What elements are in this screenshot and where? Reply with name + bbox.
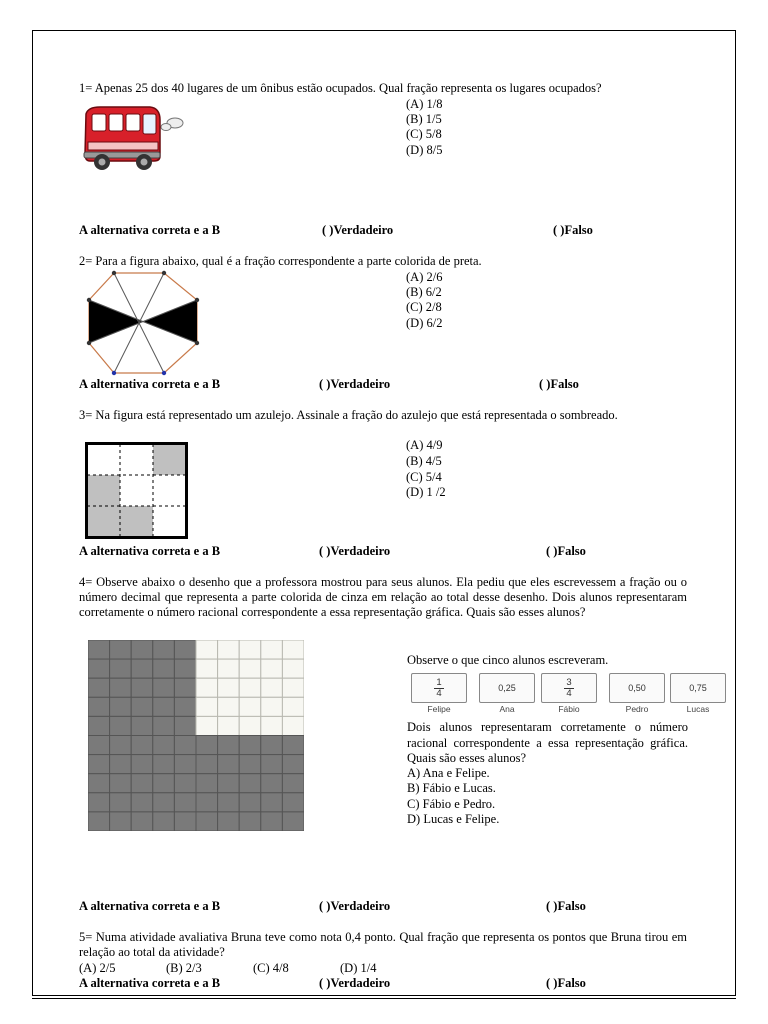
grid-cell-gray [218,774,240,793]
grid-cell-gray [88,678,110,697]
grid-cell-gray [174,793,196,812]
grid-cell-white [282,678,304,697]
q5-text: 5= Numa atividade avaliativa Bruna teve como nota 0,4 ponto. Qual fração que representa os pontos que Bruna tirou em relação ao total da atividade? [79,930,687,959]
card-fabio-numerator: 3 [566,676,572,688]
grid-cell-gray [282,755,304,774]
grid-cell-gray [153,812,175,831]
grid-cell-white [261,640,283,659]
card-pedro-name: Pedro [625,704,649,714]
grid-cell-white [261,716,283,735]
q5-false-option[interactable]: ( )Falso [546,976,586,990]
q3-answer-statement: A alternativa correta e a B [79,544,221,558]
grid-cell-gray [110,774,132,793]
grid-cell-gray [153,736,175,755]
octagon-figure [84,268,204,378]
grid-cell-white [196,678,218,697]
grid-cell-gray [239,812,261,831]
grid-cell-white [196,640,218,659]
grid-cell-gray [239,793,261,812]
grid-cell-gray [239,774,261,793]
grid-cell-gray [88,812,110,831]
grid-cell-white [282,640,304,659]
grid-cell-white [239,659,261,678]
grid-cell-gray [261,793,283,812]
q2-option-a: (A) 2/6 [406,270,443,284]
bus-illustration [80,104,188,174]
grid-cell-gray [196,793,218,812]
q5-true-option[interactable]: ( )Verdadeiro [319,976,391,990]
grid-cell-gray [218,793,240,812]
grid-cell-gray [282,774,304,793]
grid-cell-gray [218,812,240,831]
grid-cell-white [218,659,240,678]
card-felipe [411,673,467,703]
grid-cell-white [261,659,283,678]
grid-cell-gray [110,716,132,735]
grid-cell-white [261,697,283,716]
grid-cell-gray [88,755,110,774]
q2-true-option[interactable]: ( )Verdadeiro [319,377,391,391]
grid-cell-gray [261,774,283,793]
grid-cell-white [239,640,261,659]
grid-cell-gray [261,755,283,774]
grid-cell-white [239,697,261,716]
grid-cell-gray [88,716,110,735]
q1-option-a: (A) 1/8 [406,97,443,111]
grid-cell-gray [131,697,153,716]
hundred-grid-figure [88,640,304,831]
grid-cell-gray [88,659,110,678]
grid-cell-white [239,716,261,735]
q2-false-option[interactable]: ( )Falso [539,377,579,391]
grid-cell-white [218,716,240,735]
tile-figure [85,442,189,540]
grid-cell-white [196,697,218,716]
grid-cell-gray [282,736,304,755]
q2-option-b: (B) 6/2 [406,285,442,299]
q4-false-option[interactable]: ( )Falso [546,899,586,913]
q4-text: 4= Observe abaixo o desenho que a professora mostrou para seus alunos. Ela pediu que eles escrevessem a fração ou o número decimal que representa a parte colorida de cinza em relação ao total desse desenho. Dois alunos representaram corretamente o número racional correspondente a essa representação gráfica. Quais são esses alunos? [79,575,687,619]
card-fabio-name: Fábio [558,704,580,714]
grid-cell-gray [131,736,153,755]
grid-cell-gray [153,659,175,678]
q1-option-b: (B) 1/5 [406,112,442,126]
grid-cell-gray [196,755,218,774]
q2-option-d: (D) 6/2 [406,316,443,330]
grid-cell-gray [218,755,240,774]
grid-cell-gray [174,640,196,659]
q4-intro: Observe o que cinco alunos escreveram. [407,653,609,667]
card-fabio-denominator: 4 [566,687,572,699]
grid-cell-gray [174,736,196,755]
grid-cell-gray [88,774,110,793]
grid-cell-gray [153,697,175,716]
grid-cell-gray [131,812,153,831]
grid-cell-gray [174,812,196,831]
grid-cell-white [196,716,218,735]
grid-cell-gray [174,755,196,774]
grid-cell-white [282,659,304,678]
q3-option-b: (B) 4/5 [406,454,442,468]
grid-cell-white [239,678,261,697]
grid-cell-gray [196,812,218,831]
q5-answer-statement: A alternativa correta e a B [79,976,221,990]
card-felipe-name: Felipe [427,704,451,714]
card-fabio [541,673,597,703]
q4-option-b: B) Fábio e Lucas. [407,781,496,795]
grid-cell-gray [174,659,196,678]
grid-cell-gray [153,716,175,735]
grid-cell-gray [239,755,261,774]
grid-cell-gray [153,678,175,697]
grid-cell-gray [110,793,132,812]
grid-cell-gray [131,774,153,793]
grid-cell-gray [110,678,132,697]
card-lucas [670,673,726,703]
q3-option-c: (C) 5/4 [406,470,442,484]
grid-cell-gray [196,736,218,755]
q4-repeat-text: Dois alunos representaram corretamente o número racional correspondente a essa representação gráfica. Quais são esses alunos? [407,720,688,765]
grid-cell-gray [88,640,110,659]
grid-cell-gray [174,774,196,793]
card-ana-name: Ana [499,704,515,714]
q5-option-a: (A) 2/5 [79,961,116,975]
grid-cell-gray [174,716,196,735]
card-pedro-value: 0,50 [628,683,646,693]
grid-cell-gray [261,812,283,831]
grid-cell-gray [153,640,175,659]
card-pedro [609,673,665,703]
page-bottom-rule [32,998,736,999]
q4-option-d: D) Lucas e Felipe. [407,812,500,826]
grid-cell-gray [110,640,132,659]
grid-cell-gray [110,812,132,831]
q3-false-option[interactable]: ( )Falso [546,544,586,558]
card-lucas-value: 0,75 [689,683,707,693]
q4-answer-statement: A alternativa correta e a B [79,899,221,913]
grid-cell-gray [174,678,196,697]
grid-cell-gray [110,755,132,774]
grid-cell-gray [110,659,132,678]
q3-true-option[interactable]: ( )Verdadeiro [319,544,391,558]
q3-option-a: (A) 4/9 [406,438,443,452]
q4-true-option[interactable]: ( )Verdadeiro [319,899,391,913]
grid-cell-gray [131,793,153,812]
grid-cell-gray [153,774,175,793]
q4-option-a: A) Ana e Felipe. [407,766,490,780]
grid-cell-gray [282,793,304,812]
grid-cell-white [218,678,240,697]
grid-cell-white [196,659,218,678]
q1-text: 1= Apenas 25 dos 40 lugares de um ônibus estão ocupados. Qual fração representa os lugares ocupados? [79,81,602,95]
q1-true-option[interactable]: ( )Verdadeiro [322,223,394,237]
grid-cell-gray [131,755,153,774]
q4-option-c: C) Fábio e Pedro. [407,797,496,811]
card-felipe-numerator: 1 [436,676,442,688]
card-ana [479,673,535,703]
q1-answer-statement: A alternativa correta e a B [79,223,221,237]
grid-cell-gray [174,697,196,716]
card-lucas-name: Lucas [686,704,710,714]
q2-text: 2= Para a figura abaixo, qual é a fração correspondente a parte colorida de preta. [79,254,482,268]
grid-cell-gray [88,793,110,812]
q3-option-d: (D) 1 /2 [406,485,446,499]
q2-answer-statement: A alternativa correta e a B [79,377,221,391]
grid-cell-white [282,716,304,735]
grid-cell-gray [88,697,110,716]
grid-cell-white [218,640,240,659]
card-ana-value: 0,25 [498,683,516,693]
q3-text: 3= Na figura está representado um azulejo. Assinale a fração do azulejo que está representada o sombreado. [79,408,618,422]
q5-option-d: (D) 1/4 [340,961,377,975]
grid-cell-gray [131,716,153,735]
grid-cell-gray [153,755,175,774]
q5-option-c: (C) 4/8 [253,961,289,975]
grid-cell-gray [196,774,218,793]
grid-cell-gray [131,640,153,659]
grid-cell-gray [131,678,153,697]
card-felipe-denominator: 4 [436,687,442,699]
grid-cell-gray [131,659,153,678]
grid-cell-gray [261,736,283,755]
grid-cell-gray [282,812,304,831]
q2-option-c: (C) 2/8 [406,300,442,314]
q1-option-c: (C) 5/8 [406,127,442,141]
q1-option-d: (D) 8/5 [406,143,443,157]
grid-cell-gray [239,736,261,755]
grid-cell-white [282,697,304,716]
grid-cell-gray [110,736,132,755]
q1-false-option[interactable]: ( )Falso [553,223,593,237]
grid-cell-gray [218,736,240,755]
grid-cell-gray [153,793,175,812]
q5-option-b: (B) 2/3 [166,961,202,975]
grid-cell-white [261,678,283,697]
grid-cell-gray [110,697,132,716]
grid-cell-gray [88,736,110,755]
grid-cell-white [218,697,240,716]
